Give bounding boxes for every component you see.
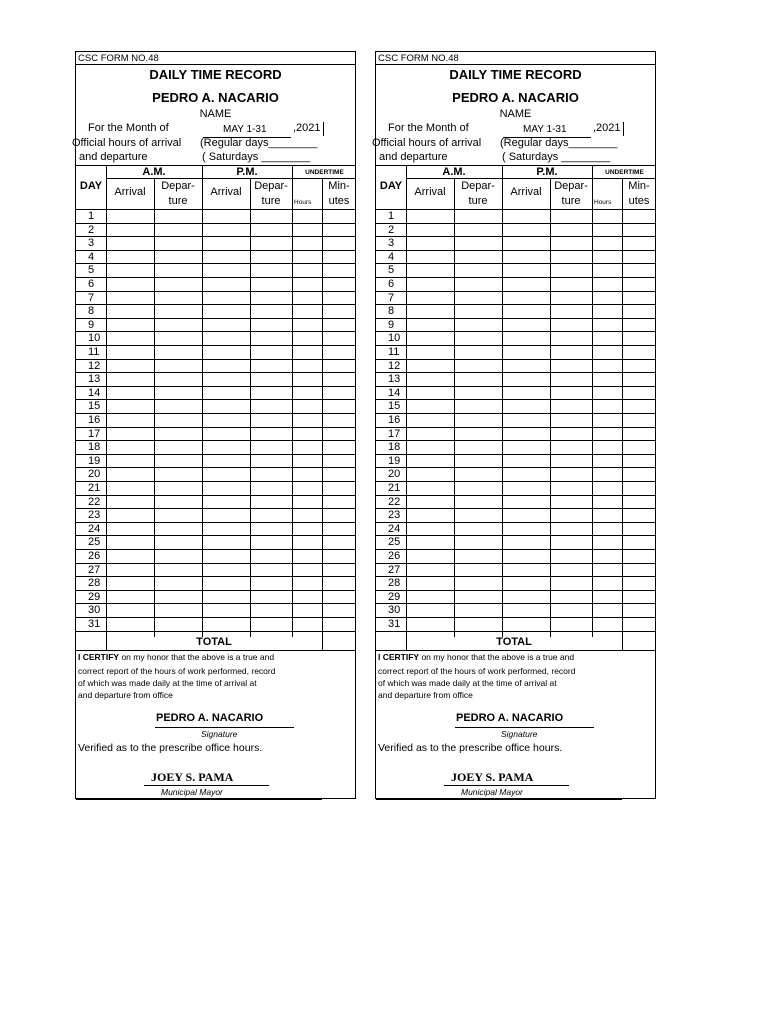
hours-header: Hours (594, 199, 612, 206)
am-arrival-header: Arrival (114, 186, 146, 198)
day-number: 21 (388, 482, 401, 494)
certification-line-1: I CERTIFY on my honor that the above is a true and (78, 652, 275, 662)
employee-name: PEDRO A. NACARIO (452, 90, 579, 105)
minutes-header-1: Min- (328, 180, 350, 192)
signature-line (155, 727, 294, 728)
day-number: 5 (88, 264, 95, 277)
form-number: CSC FORM NO.48 (378, 53, 459, 64)
am-arrival-header: Arrival (414, 186, 446, 198)
total-label: TOTAL (496, 636, 532, 648)
name-label: NAME (499, 108, 532, 120)
verifier-line (144, 785, 269, 786)
signature-label: Signature (201, 729, 238, 739)
month-value[interactable]: MAY 1-31 (223, 124, 267, 135)
day-number: 16 (88, 414, 101, 426)
verifier-title: Municipal Mayor (461, 787, 523, 797)
day-number: 23 (388, 509, 401, 522)
employee-signature-name: PEDRO A. NACARIO (456, 712, 564, 724)
employee-name: PEDRO A. NACARIO (152, 90, 279, 105)
day-number: 7 (88, 291, 95, 304)
minutes-header-2: utes (328, 195, 350, 207)
year-value: ,2021 (293, 122, 321, 134)
day-number: 21 (88, 482, 101, 494)
day-number: 30 (388, 604, 401, 617)
saturdays-label: ( Saturdays ________ (202, 151, 311, 163)
day-number: 1 (88, 210, 95, 222)
day-number: 26 (388, 550, 401, 562)
certification-line-4: and departure from office (78, 690, 173, 700)
employee-signature-name: PEDRO A. NACARIO (156, 712, 264, 724)
day-number: 30 (88, 604, 101, 617)
day-number: 25 (388, 536, 401, 549)
total-label: TOTAL (196, 636, 232, 648)
verifier-title: Municipal Mayor (161, 787, 223, 797)
certification-line-2: correct report of the hours of work performed, record (378, 666, 576, 676)
am-departure-header-1: Depar- (161, 180, 195, 192)
saturdays-label: ( Saturdays ________ (502, 151, 611, 163)
day-number: 7 (388, 291, 395, 304)
certification-line-1: I CERTIFY on my honor that the above is a true and (378, 652, 575, 662)
day-number: 2 (388, 223, 395, 236)
minutes-header-2: utes (628, 195, 650, 207)
undertime-header: UNDERTIME (305, 169, 344, 176)
regular-days-label: (Regular days________ (200, 137, 318, 149)
day-number: 27 (88, 563, 101, 576)
verified-text: Verified as to the prescribe office hours. (78, 742, 263, 754)
day-number: 5 (388, 264, 395, 277)
day-header: DAY (379, 180, 403, 192)
day-number: 12 (88, 359, 101, 372)
day-number: 28 (388, 577, 401, 590)
certification-line-2: correct report of the hours of work performed, record (78, 666, 276, 676)
day-number: 22 (88, 495, 101, 508)
day-number: 9 (88, 318, 95, 331)
pm-departure-header-1: Depar- (554, 180, 588, 192)
text-cursor (323, 122, 324, 136)
verifier-name: JOEY S. PAMA (451, 770, 534, 784)
dtr-form-right (372, 51, 656, 799)
official-hours-label: Official hours of arrival (72, 137, 182, 149)
day-number: 20 (88, 468, 101, 481)
pm-departure-header-1: Depar- (254, 180, 288, 192)
day-number: 31 (88, 618, 101, 630)
verified-text: Verified as to the prescribe office hours. (378, 742, 563, 754)
pm-departure-header-2: ture (261, 195, 281, 207)
am-header: A.M. (442, 166, 466, 178)
am-header: A.M. (142, 166, 166, 178)
day-number: 19 (388, 454, 401, 467)
day-number: 22 (388, 495, 401, 508)
day-number: 14 (88, 386, 101, 399)
day-number: 18 (88, 441, 101, 454)
day-number: 6 (388, 278, 395, 290)
day-number: 10 (88, 332, 101, 345)
day-number: 1 (388, 210, 395, 222)
day-number: 10 (388, 332, 401, 345)
month-label: For the Month of (88, 122, 169, 134)
day-number: 18 (388, 441, 401, 454)
day-number: 12 (388, 359, 401, 372)
day-number: 23 (88, 509, 101, 522)
day-number: 16 (388, 414, 401, 426)
day-number: 4 (388, 250, 395, 263)
day-number: 24 (388, 522, 401, 535)
verifier-line (444, 785, 569, 786)
day-number: 11 (388, 346, 400, 358)
day-number: 28 (88, 577, 101, 590)
day-number: 13 (388, 373, 401, 386)
day-number: 20 (388, 468, 401, 481)
month-value[interactable]: MAY 1-31 (523, 124, 567, 135)
regular-days-label: (Regular days________ (500, 137, 618, 149)
day-number: 15 (88, 400, 101, 413)
undertime-header: UNDERTIME (605, 169, 644, 176)
pm-header: P.M. (236, 166, 258, 178)
text-cursor (623, 122, 624, 136)
departure-label: and departure (79, 151, 148, 163)
day-number: 25 (88, 536, 101, 549)
form-title: DAILY TIME RECORD (449, 67, 582, 82)
day-number: 3 (88, 237, 95, 250)
day-number: 4 (88, 250, 95, 263)
pm-arrival-header: Arrival (510, 186, 542, 198)
day-number: 13 (88, 373, 101, 386)
day-number: 8 (88, 305, 95, 318)
signature-line (455, 727, 594, 728)
form-number: CSC FORM NO.48 (78, 53, 159, 64)
pm-header: P.M. (536, 166, 558, 178)
day-number: 9 (388, 318, 395, 331)
am-departure-header-2: ture (468, 195, 488, 207)
day-number: 26 (88, 550, 101, 562)
day-number: 29 (88, 590, 101, 603)
hours-header: Hours (294, 199, 312, 206)
certification-line-3: of which was made daily at the time of arrival at (378, 678, 557, 688)
bottom-rule (376, 798, 622, 800)
certification-line-3: of which was made daily at the time of arrival at (78, 678, 257, 688)
departure-label: and departure (379, 151, 448, 163)
official-hours-label: Official hours of arrival (372, 137, 482, 149)
bottom-rule (76, 798, 322, 800)
pm-departure-header-2: ture (561, 195, 581, 207)
day-number: 11 (88, 346, 100, 358)
day-header: DAY (79, 180, 103, 192)
day-number: 31 (388, 618, 401, 630)
day-number: 27 (388, 563, 401, 576)
name-label: NAME (199, 108, 232, 120)
day-number: 8 (388, 305, 395, 318)
form-title: DAILY TIME RECORD (149, 67, 282, 82)
year-value: ,2021 (593, 122, 621, 134)
am-departure-header-2: ture (168, 195, 188, 207)
day-number: 6 (88, 278, 95, 290)
day-number: 19 (88, 454, 101, 467)
day-number: 3 (388, 237, 395, 250)
day-number: 17 (388, 427, 401, 440)
minutes-header-1: Min- (628, 180, 650, 192)
day-number: 2 (88, 223, 95, 236)
verifier-name: JOEY S. PAMA (151, 770, 234, 784)
month-label: For the Month of (388, 122, 469, 134)
dtr-form-left (72, 51, 356, 799)
day-number: 29 (388, 590, 401, 603)
day-number: 17 (88, 427, 101, 440)
certification-line-4: and departure from office (378, 690, 473, 700)
day-number: 14 (388, 386, 401, 399)
am-departure-header-1: Depar- (461, 180, 495, 192)
pm-arrival-header: Arrival (210, 186, 242, 198)
day-number: 24 (88, 522, 101, 535)
day-number: 15 (388, 400, 401, 413)
signature-label: Signature (501, 729, 538, 739)
